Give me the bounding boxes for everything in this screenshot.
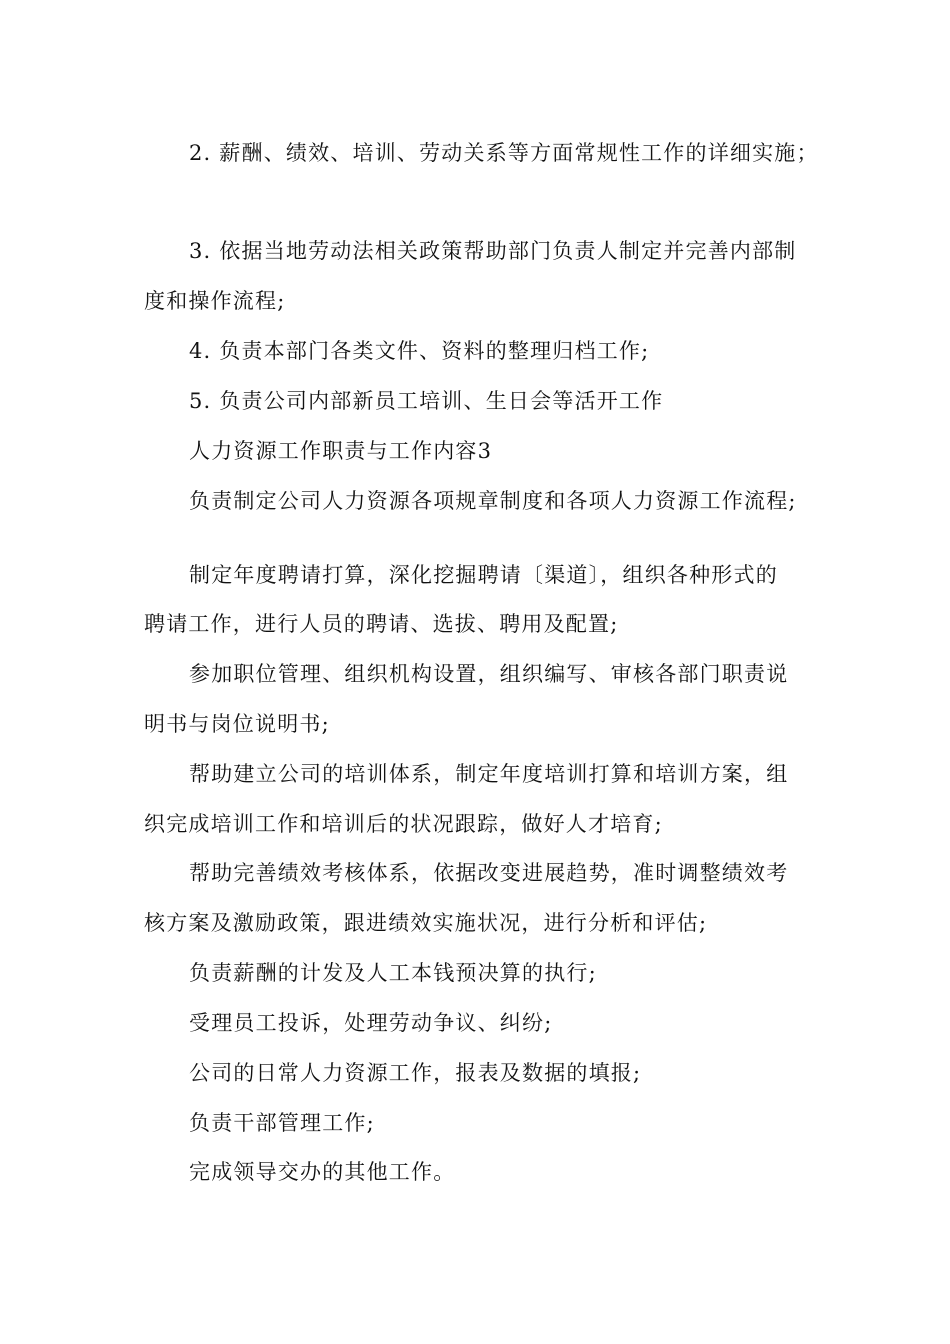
paragraph-line-duty-4: 帮助建立公司的培训体系，制定年度培训打算和培训方案，组 — [189, 762, 789, 786]
paragraph-line-duty-3-cont: 明书与岗位说明书; — [144, 712, 330, 736]
section-heading: 人力资源工作职责与工作内容3 — [189, 439, 493, 463]
paragraph-line-item-3-cont: 度和操作流程; — [144, 289, 286, 313]
paragraph-line-item-3: 3. 依据当地劳动法相关政策帮助部门负责人制定并完善内部制 — [189, 239, 797, 263]
paragraph-line-duty-2-cont: 聘请工作，进行人员的聘请、选拔、聘用及配置; — [144, 612, 619, 636]
paragraph-line-duty-5-cont: 核方案及激励政策，跟进绩效实施状况，进行分析和评估; — [144, 911, 708, 935]
paragraph-line-item-4: 4. 负责本部门各类文件、资料的整理归档工作; — [189, 339, 650, 363]
paragraph-line-duty-3: 参加职位管理、组织机构设置，组织编写、审核各部门职责说 — [189, 662, 789, 686]
paragraph-line-duty-6: 负责薪酬的计发及人工本钱预决算的执行; — [189, 961, 597, 985]
paragraph-line-duty-9: 负责干部管理工作; — [189, 1111, 375, 1135]
paragraph-line-duty-7: 受理员工投诉，处理劳动争议、纠纷; — [189, 1011, 553, 1035]
paragraph-line-item-2: 2. 薪酬、绩效、培训、劳动关系等方面常规性工作的详细实施； — [189, 141, 819, 165]
paragraph-line-duty-2: 制定年度聘请打算，深化挖掘聘请〔渠道〕，组织各种形式的 — [189, 563, 778, 587]
paragraph-line-duty-1: 负责制定公司人力资源各项规章制度和各项人力资源工作流程; — [189, 489, 797, 513]
paragraph-line-duty-10: 完成领导交办的其他工作。 — [189, 1160, 456, 1184]
paragraph-line-item-5: 5. 负责公司内部新员工培训、生日会等活开工作 — [189, 389, 664, 413]
paragraph-line-duty-8: 公司的日常人力资源工作，报表及数据的填报; — [189, 1061, 642, 1085]
paragraph-line-duty-5: 帮助完善绩效考核体系，依据改变进展趋势，准时调整绩效考 — [189, 861, 789, 885]
paragraph-line-duty-4-cont: 织完成培训工作和培训后的状况跟踪，做好人才培育; — [144, 812, 663, 836]
